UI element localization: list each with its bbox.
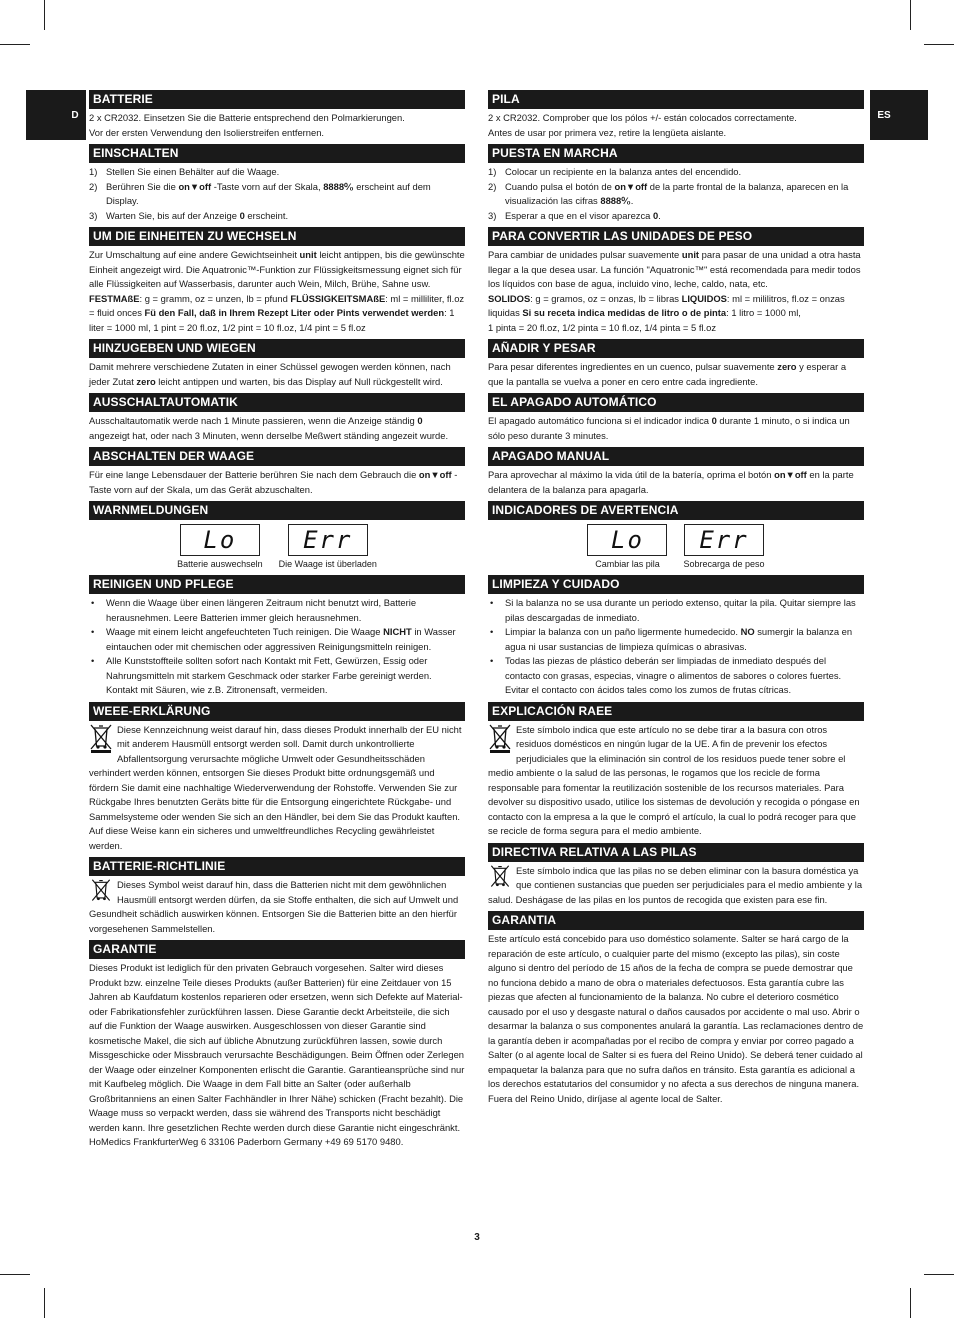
section-text: Este símbolo indica que este artículo no se debe tirar a la basura con otros residuos domésticos en ningún lugar de la UE. A fin de prevenir los efectos perjudiciales que la eliminación sin control de los residuos puede tener sobre el medio ambiente o la salud de las personas, le rogamos que los recicle de forma responsable para fomentar la reutilización sostenible de los recursos materiales. Para devolver su dispositivo usado, utilice los sistemas de devolución y recogida o póngase en contacto con la empresa a la que le compró el artículo, la cual lo podrá recoger para que se recicle de forma segura para el medio ambiente. [488, 723, 860, 836]
section-text: Dieses Produkt ist lediglich für den privaten Gebrauch vorgesehen. Salter wird dieses Produkt bzw. einzelne Teile dieses Produkts (außer Batterien) für eine Zeitdauer von 15 Jahren ab Kaufdatum kostenlos reparieren oder ersetzen, wenn sich Defekte auf Material- oder Fabrikationsfehler zurückführen lassen. Diese Garantie deckt Arbeitsteile, die sich auf die Funktion der Waage auswirken. Ausgeschlossen von dieser Garantie sind kosmetische Makel, die sich auf übliche Abnutzung zurückführen lassen, sowie durch Missgeschicke oder Missbrauch verursachte Beschädigungen. Beim Öffnen oder Zerlegen der Waage oder einzelner Komponenten erlischt die Garantie. Garantieansprüche sind nur mit Kaufbeleg möglich. Die Waage in dem Fall bitte an Salter (oder außerhalb Großbritanniens an einen Salter Fachhändler in Ihrer Nähe) schicken (Fracht bezahlt). Die Waage muss so verpackt werden, dass sie während des Transports nicht beschädigt werden kann. Ihre gesetzlichen Rechte werden durch diese Garantie nicht eingeschränkt. HoMedics FrankfurterWeg 6 33106 Paderborn Germany +49 69 5170 9480. [89, 962, 465, 1147]
section-title: INDICADORES DE AVERTENCIA [488, 501, 864, 520]
section-text: Para pesar diferentes ingredientes en un cuenco, pulsar suavemente zero y esperar a que la pantalla se vuelva a poner en cero entre cada ingrediente. [488, 361, 847, 387]
lcd-caption: Batterie auswechseln [177, 559, 263, 569]
lcd-caption: Sobrecarga de peso [683, 559, 765, 569]
crossed-bin-icon [89, 878, 113, 904]
page-number: 3 [474, 1232, 480, 1243]
section-text: Dieses Symbol weist darauf hin, dass die Batterien nicht mit dem gewöhnlichen Hausmüll entsorgt werden dürfen, da sie Stoffe enthalten, die sich auf Umwelt und Gesundheit schädlich auswirken können. Entsorgen Sie die Batterien bitte an den hierfür vorgesehenen Sammelstellen. [89, 879, 459, 934]
section-text: 2 x CR2032. Einsetzen Sie die Batterie entsprechend den Polmarkierungen. Vor der ersten Verwendung den Isolierstreifen entfernen. [89, 112, 405, 138]
lcd-display-lo: Lo [587, 524, 667, 556]
warning-item [683, 524, 764, 569]
section-title: DIRECTIVA RELATIVA A LAS PILAS [488, 843, 864, 862]
section-title: LIMPIEZA Y CUIDADO [488, 575, 864, 594]
crop-mark [0, 1274, 30, 1275]
section-title: WEEE-ERKLÄRUNG [89, 702, 465, 721]
crop-mark [910, 1288, 911, 1318]
crop-mark [0, 44, 30, 45]
lcd-display-err: Err [684, 524, 764, 556]
crop-mark [44, 1288, 45, 1318]
section-title: REINIGEN UND PFLEGE [89, 575, 465, 594]
crop-mark [924, 44, 954, 45]
crossed-bin-icon [488, 723, 512, 753]
crop-mark [924, 1274, 954, 1275]
list-item: 1) Stellen Sie einen Behälter auf die Waage. [89, 166, 280, 177]
list-item: • Si la balanza no se usa durante un periodo extenso, quitar la pila. Quitar siempre las pilas descargadas de inmediato. [490, 597, 856, 623]
section-title: EL APAGADO AUTOMÁTICO [488, 393, 864, 412]
list-item: • Waage mit einem leicht angefeuchteten Tuch reinigen. Die Waage NICHT in Wasser eintauchen oder mit chemischen oder aggressiven Reinigungsmitteln reinigen. [91, 626, 456, 652]
section-title: WARNMELDUNGEN [89, 501, 465, 520]
bullet-list [488, 596, 864, 698]
list-item: • Todas las piezas de plástico deberán ser limpiadas de inmediato después del contacto con grasas, especias, vinagre o alimentos de sabores o colores fuertes. Evitar el contacto con ácidos tales como los zumos de frutas cítricas. [490, 655, 842, 695]
section-title: BATTERIE [89, 90, 465, 109]
warning-item [177, 524, 263, 569]
section-title: ABSCHALTEN DER WAAGE [89, 447, 465, 466]
german-column [89, 90, 465, 1154]
section-title: PUESTA EN MARCHA [488, 144, 864, 163]
section-text: Este artículo está concebido para uso doméstico solamente. Salter se hará cargo de la reparación de este artículo, o cualquier parte del mismo (excepto las pilas), sin coste alguno si dentro del período de 15 años de la fecha de compra se puede demostrar que no funciona debido a mano de obra o materiales defectuosos. Esta garantía cubre las piezas que afecten al funcionamiento de la balanza. No cubre el deterioro cosmético causado por el uso y desgaste natural o daños causados por accidente o mal uso. Abrir o desarmar la balanza o sus componentes anulará la garantía. Las reclamaciones dentro de la garantía deben ir acompañadas por el recibo de compra y enviar por correo pagado a Salter (o al agente local de Salter si es fuera del Reino Unido). Se deberá tener cuidado al empaquetar la balanza para que no sufra daños en tránsito. Esta garantía es adicional a los derechos estatutarios del consumidor y no afecta a sus derechos de ninguna manera. Fuera del Reino Unido, diríjase al agente local de Salter. [488, 933, 864, 1104]
language-code: ES [877, 109, 891, 121]
section-text: Este símbolo indica que las pilas no se deben eliminar con la basura doméstica ya que contienen sustancias que pueden ser perjudiciales para el medio ambiente y la salud. Deshágase de las pilas en los puntos de recogida que existen para ese fin. [488, 864, 863, 905]
list-item: • Limpiar la balanza con un paño ligermente humedecido. NO sumergir la balanza en agua ni usar sustancias de limpieza químicas o abrasivas. [490, 626, 853, 652]
section-title: GARANTIE [89, 940, 465, 959]
warning-item [587, 524, 667, 569]
list-item: • Alle Kunststoffteile sollten sofort nach Kontakt mit Fett, Gewürzen, Essig oder Nahrungsmitteln mit starkem Geschmack oder starker Farbe gereinigt werden. Kontakt mit Säuren, wie z.B. Zitronensaft, vermeiden. [91, 655, 432, 695]
language-code: D [71, 109, 79, 121]
warning-displays [488, 524, 864, 569]
crop-mark [44, 0, 45, 30]
language-tab-es [870, 90, 928, 140]
section-title: AUSSCHALTAUTOMATIK [89, 393, 465, 412]
crossed-bin-icon [488, 864, 512, 890]
warning-item [279, 524, 377, 569]
section-text: Para cambiar de unidades pulsar suavemente unit para pasar de una unidad a otra hasta llegar a la que desea usar. La función "Aquatronic™" está recomendada para medir todos los líquidos con base de agua, incluido vino, leche, caldo, nata, etc. SOLIDOS: g = gramos, oz = onzas, lb = libras LIQUIDOS: ml = mililitros, fl.oz = onzas liquidas Si su receta indica medidas de litro o de pinta: 1 litro = 1000 ml, 1 pinta = 20 fl.oz, 1/2 pinta = 10 fl.oz, 1/4 pinta = 5 fl.oz [488, 249, 861, 333]
section-text: Für eine lange Lebensdauer der Batterie berühren Sie nach dem Gebrauch die on▼off -Taste vorn auf der Skala, um das Gerät abzuschalten. [89, 469, 458, 495]
section-title: EXPLICACIÓN RAEE [488, 702, 864, 721]
section-title: PILA [488, 90, 864, 109]
section-title: AÑADIR Y PESAR [488, 339, 864, 358]
section-text: Ausschaltautomatik werde nach 1 Minute passieren, wenn die Anzeige ständig 0 angezeigt hat, oder nach 3 Minuten, wenn derselbe Meßwert ständing angezeit wurde. [89, 415, 449, 441]
list-item: • Wenn die Waage über einen längeren Zeitraum nicht benutzt wird, Batterie herausnehmen. Leere Batterien immer gleich herausnehmen. [91, 597, 417, 623]
section-text: Damit mehrere verschiedene Zutaten in einer Schüssel gewogen werden können, nach jeder Zutat zero leicht antippen und warten, bis das Display auf Null rückgestellt wird. [89, 361, 451, 387]
section-text: Para aprovechar al máximo la vida útil de la batería, oprima el botón on▼off en la parte delantera de la balanza para apagarla. [488, 469, 854, 495]
list-item: 1) Colocar un recipiente en la balanza antes del encendido. [488, 166, 742, 177]
list-item: 3) Warten Sie, bis auf der Anzeige 0 erscheint. [89, 209, 289, 221]
lcd-display-err: Err [288, 524, 368, 556]
section-title: APAGADO MANUAL [488, 447, 864, 466]
section-title: BATTERIE-RICHTLINIE [89, 857, 465, 876]
section-text: 2 x CR2032. Comprober que los pólos +/- están colocados correctamente. Antes de usar por primera vez, retire la lengüeta aislante. [488, 112, 797, 138]
crop-mark [910, 0, 911, 30]
section-title: GARANTIA [488, 911, 864, 930]
section-text: El apagado automático funciona si el indicador indica 0 durante 1 minuto, o si indica un sólo peso durante 3 minutes. [488, 415, 850, 441]
language-tab-de [26, 90, 86, 140]
list-item: 3) Esperar a que en el visor aparezca 0. [488, 209, 661, 221]
section-title: EINSCHALTEN [89, 144, 465, 163]
section-text: Zur Umschaltung auf eine andere Gewichtseinheit unit leicht antippen, bis die gewünschte Einheit angezeigt wird. Die Aquatronic™-Funktion zur Flüssigkeitsmessung eignet sich für alle Flüssigkeiten auf Wasserbasis, darunter auch Wein, Milch, Brühe, Sahne usw. FESTMAßE: g = gramm, oz = unzen, lb = pfund FLÜSSIGKEITSMAßE: ml = milliliter, fl.oz = fluid onces Fü den Fall, daß in Ihrem Rezept Liter oder Pints verwendet werden: 1 liter = 1000 ml, 1 pint = 20 fl.oz, 1/2 pint = 10 fl.oz, 1/4 pint = 5 fl.oz [89, 249, 465, 333]
section-text: Diese Kennzeichnung weist darauf hin, dass dieses Produkt innerhalb der EU nicht mit anderem Hausmüll entsorgt werden soll. Damit durch unkontrollierte Abfallentsorgung verursachte mögliche Umwelt oder Gesundheitsschäden verhindert werden können, entsorgen Sie dieses Produkt bitte ordnungsgemäß und fördern Sie damit eine nachhaltige Wiederverwendung der Rohstoffe. Verwenden Sie zur Rückgabe Ihres benutzten Geräts bitte für die Entsorgung eingerichtete Rückgabe- und Sammelsysteme oder wenden Sie sich an den Händler, bei dem Sie das Produkt kauften. Auf diese Weise kann ein sicheres und umweltfreundliches Recycling gewährleistet werden. [89, 723, 462, 851]
crossed-bin-icon [89, 723, 113, 753]
lcd-caption: Die Waage ist überladen [278, 559, 377, 569]
section-title: PARA CONVERTIR LAS UNIDADES DE PESO [488, 227, 864, 246]
section-title: HINZUGEBEN UND WIEGEN [89, 339, 465, 358]
warning-displays [89, 524, 465, 569]
spanish-column [488, 90, 864, 1110]
bullet-list [89, 596, 465, 698]
numbered-list [89, 165, 465, 223]
list-item: 2) Cuando pulsa el botón de on▼off de la parte frontal de la balanza, aparecen en la visualización las cifras 8888⁰⁄₀. [488, 180, 849, 206]
lcd-caption: Cambiar las pila [595, 559, 660, 569]
section-title: UM DIE EINHEITEN ZU WECHSELN [89, 227, 465, 246]
lcd-display-lo: Lo [180, 524, 260, 556]
list-item: 2) Berühren Sie die on▼off -Taste vorn auf der Skala, 8888⁰⁄₀ erscheint auf dem Display. [89, 180, 431, 206]
numbered-list [488, 165, 864, 223]
